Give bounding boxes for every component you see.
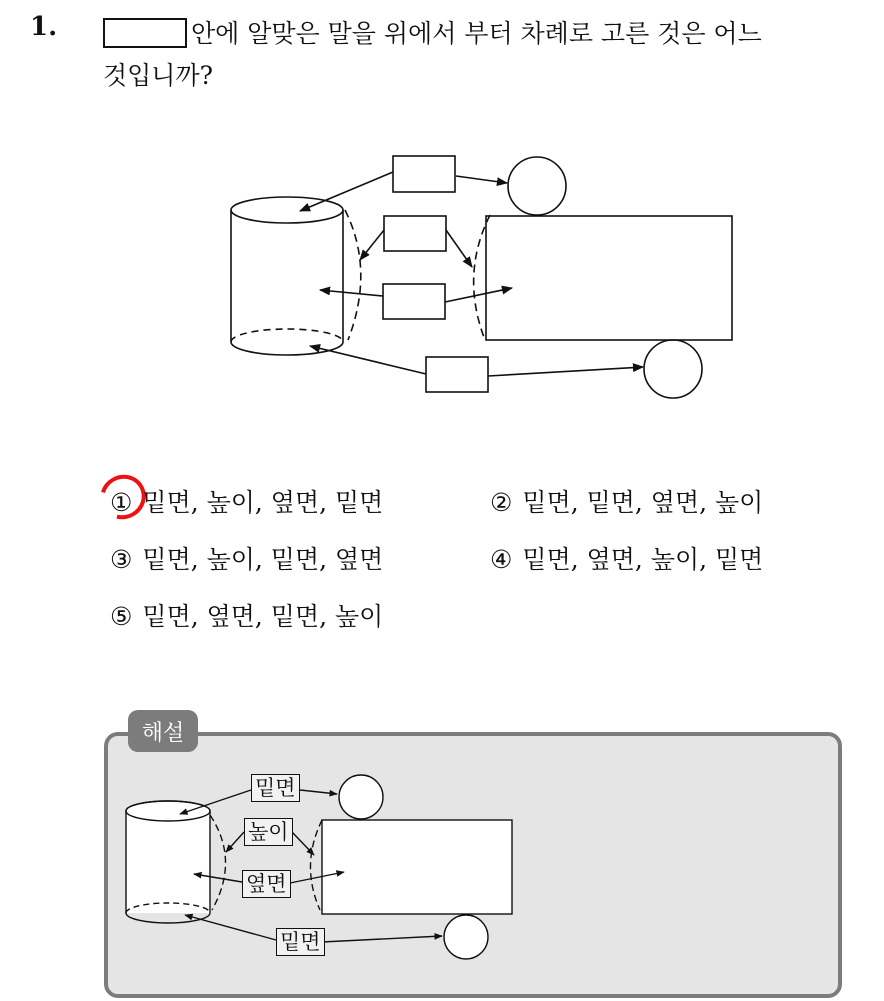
- question-line1-text: 안에 알맞은 말을 위에서 부터 차례로 고른 것은 어느: [191, 19, 762, 48]
- solution-tab: 해설: [128, 710, 198, 752]
- solution-label-4: 밑면: [276, 928, 325, 956]
- choice-3-text: 밑면, 높이, 밑면, 옆면: [142, 545, 384, 574]
- question-text-line2: 것입니까?: [103, 61, 214, 90]
- solution-label-1: 밑면: [251, 774, 300, 802]
- choice-1-text: 밑면, 높이, 옆면, 밑면: [142, 488, 384, 517]
- solution-top-circle: [339, 775, 383, 819]
- solution-side-rectangle: [322, 820, 512, 914]
- question-number: 1.: [30, 12, 58, 42]
- solution-bottom-circle: [444, 915, 488, 959]
- choice-2-text: 밑면, 밑면, 옆면, 높이: [522, 488, 764, 517]
- solution-label-3: 옆면: [242, 870, 291, 898]
- choice-4-text: 밑면, 옆면, 높이, 밑면: [522, 545, 764, 574]
- choice-5-text: 밑면, 옆면, 밑면, 높이: [142, 602, 384, 631]
- choice-4-number: ④: [490, 545, 513, 574]
- solution-label-2: 높이: [244, 818, 293, 846]
- choice-1-number: ①: [110, 488, 133, 517]
- choice-5-number: ⑤: [110, 602, 133, 631]
- choice-2-number: ②: [490, 488, 513, 517]
- choice-3-number: ③: [110, 545, 133, 574]
